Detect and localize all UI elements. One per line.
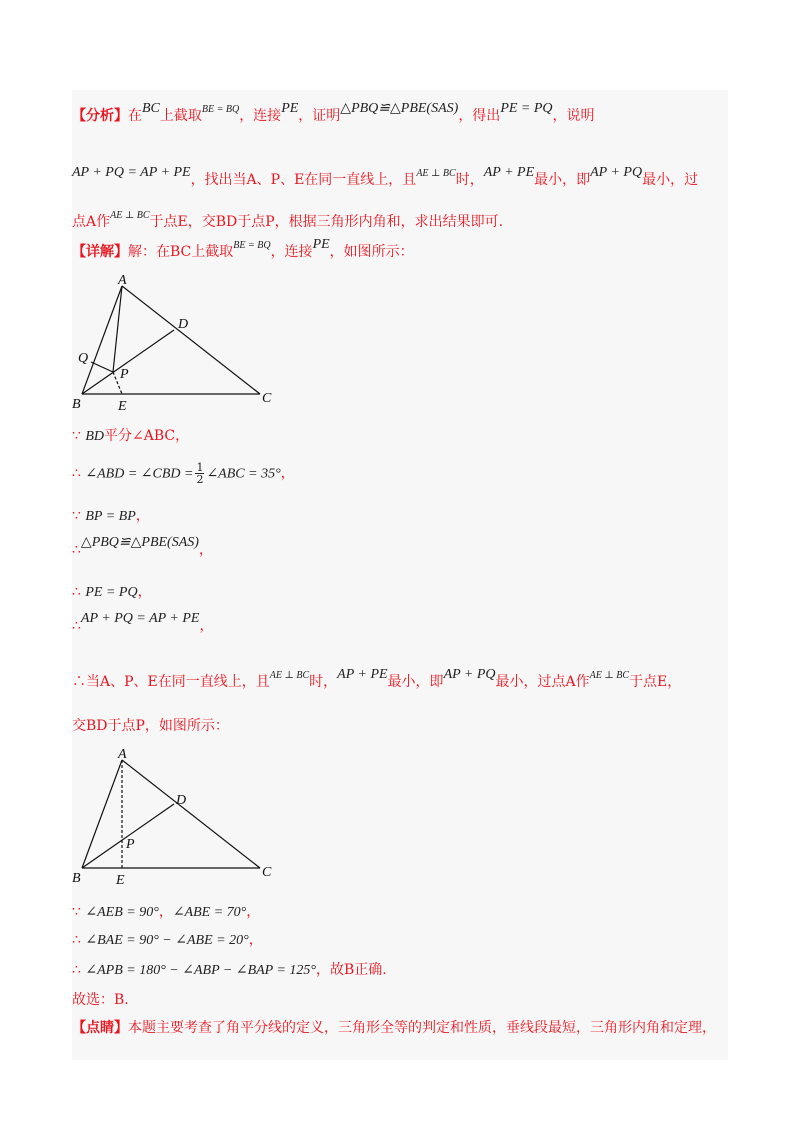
label-p: P: [120, 367, 129, 382]
step-2: ∴ ∠ABD = ∠CBD = $\frac{1}{2}$ ∠ABC = 35°，: [72, 461, 295, 486]
label-b: B: [72, 397, 81, 412]
edge-ac: [122, 286, 260, 394]
label-q: Q: [78, 351, 89, 366]
analysis-line-2: AP + PQ = AP + PE，找出当A、P、E在同一直线上，且$^{AE \perp BC}$时，AP + PE最小，即AP + PQ最小，过: [72, 165, 699, 188]
edge-bd: [82, 804, 174, 868]
step-5: ∴ PE = PQ，: [72, 584, 152, 600]
figure-1: [70, 270, 280, 420]
step-3: ∵ BP = BP，: [72, 508, 150, 524]
step-8: 交BD于点P，如图所示：: [72, 718, 229, 734]
label-c: C: [262, 391, 272, 406]
step-4: ∴△PBQ≌△PBE(SAS)，: [72, 535, 213, 558]
label-p: P: [126, 837, 135, 852]
edge-qp: [91, 362, 113, 372]
final-2: ∴ ∠BAE = 90° − ∠ABE = 20°，: [72, 932, 263, 948]
comment-line: 【点睛】本题主要考查了角平分线的定义，三角形全等的判定和性质，垂线段最短，三角形内角和定理，: [72, 1020, 716, 1036]
final-1: ∵ ∠AEB = 90°，∠ABE = 70°，: [72, 904, 261, 920]
analysis-tag: 【分析】: [72, 108, 128, 124]
edge-bd: [82, 330, 174, 394]
step-7: ∴当A、P、E在同一直线上，且$^{AE \perp BC}$时，AP + PE最小，即AP + PQ最小，过点A作$^{AE \perp BC}$于点E，: [72, 667, 682, 690]
label-a: A: [118, 747, 127, 762]
edge-ac: [122, 760, 260, 868]
analysis-line-1: 【分析】在BC上截取$^{BE = BQ}$，连接PE，证明△PBQ≌△PBE(SAS)，得出PE = PQ，说明: [72, 101, 595, 124]
label-d: D: [176, 793, 187, 808]
label-e: E: [116, 873, 125, 888]
comment-tag: 【点睛】: [72, 1020, 128, 1036]
detail-tag: 【详解】: [72, 244, 128, 260]
analysis-line-3: 点A作$^{AE \perp BC}$于点E，交BD于点P，根据三角形内角和，求出结果即可.: [72, 210, 504, 230]
step-6: ∴AP + PQ = AP + PE，: [72, 611, 214, 634]
label-d: D: [178, 317, 189, 332]
final-3: ∴ ∠APB = 180° − ∠ABP − ∠BAP = 125°，故B正确.: [72, 962, 387, 978]
label-a: A: [118, 273, 127, 288]
label-b: B: [72, 871, 81, 886]
figure-2: [70, 744, 280, 890]
final-choice: 故选：B.: [72, 992, 129, 1008]
edge-ab: [82, 760, 122, 868]
label-e: E: [118, 399, 127, 414]
label-c: C: [262, 865, 272, 880]
detail-line-1: 【详解】解：在BC上截取$^{BE = BQ}$，连接PE，如图所示：: [72, 237, 414, 260]
step-1: ∵ BD平分∠ABC，: [72, 428, 190, 444]
